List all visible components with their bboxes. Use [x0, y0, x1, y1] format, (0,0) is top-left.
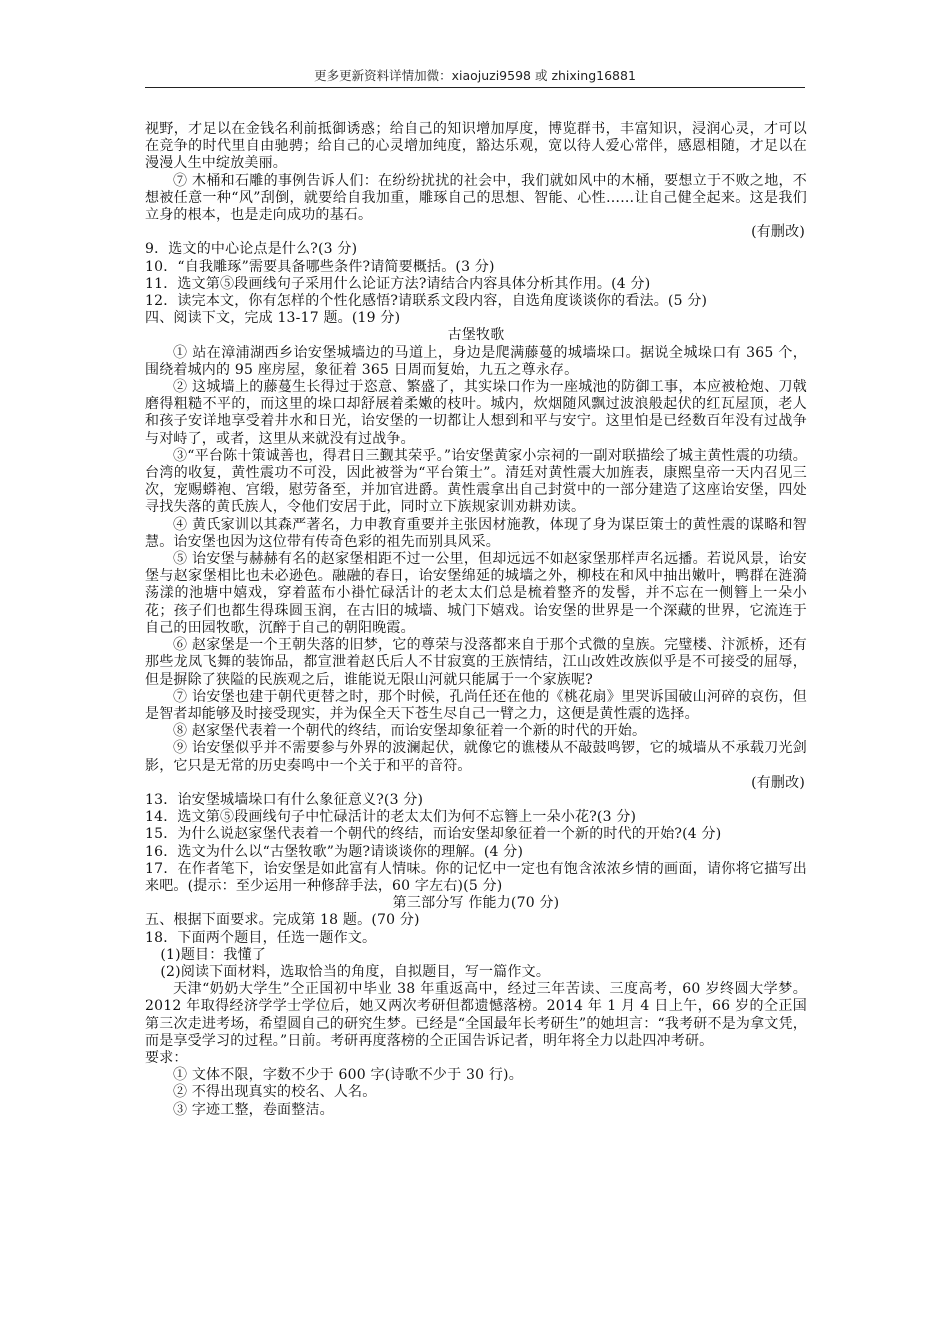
essay-option-1: (1)题目：我懂了	[160, 946, 267, 963]
page-header: 更多更新资料详情加微：xiaojuzi9598 或 zhixing16881	[314, 68, 636, 83]
requirements-label: 要求：	[145, 1049, 188, 1066]
section-4-heading: 四、阅读下文，完成 13-17 题。(19 分)	[145, 310, 401, 327]
question-11: 11．选文第⑤段画线句子采用什么论证方法?请结合内容具体分析其作用。(4 分)	[145, 275, 651, 292]
question-16: 16．选文为什么以“古堡牧歌”为题?请谈谈你的理解。(4 分)	[145, 843, 524, 860]
edited-note: (有删改)	[751, 224, 805, 241]
paragraph-7: ⑦ 木桶和石雕的事例告诉人们：在纷纷扰扰的社会中，我们就如风中的木桶，要想立于不败之地，不想被任意一种“风”刮倒，就要给自我加重，雕琢自己的思想、智能、心性……让自己健全起来。这是我们立身的根本，也是走向成功的基石。	[145, 172, 807, 224]
article-paragraph: ⑨ 诒安堡似乎并不需要参与外界的波澜起伏，就像它的谯楼从不敲鼓鸣锣，它的城墙从不承载刀光剑影，它只是无常的历史奏鸣中一个关于和平的音符。	[145, 740, 807, 774]
part-3-heading: 第三部分写 作能力(70 分)	[392, 895, 560, 912]
section-5-heading: 五、根据下面要求。完成第 18 题。(70 分)	[145, 912, 420, 929]
paragraph-continued: 视野，才足以在金钱名利前抵御诱惑；给自己的知识增加厚度，博览群书，丰富知识，浸润心灵，才可以在竞争的时代里自由驰骋；给自己的心灵增加纯度，豁达乐观，宽以待人爱心常伴，感恩相随，才足以在漫漫人生中绽放美丽。	[145, 121, 807, 172]
article-paragraph: ③“平台陈十策诚善也，得君日三觐其荣乎。”诒安堡黄家小宗祠的一副对联描绘了城主黄性震的功绩。台湾的收复，黄性震功不可没，因此被誉为“平台策士”。清廷对黄性震大加旌表，康熙皇帝一天内召见三次，宠赐蟒袍、宫缎，慰劳备至，并加官进爵。黄性震拿出自己封赏中的一部分建造了这座诒安堡，四处寻找失落的黄氏族人，令他们安居于此，同时立下族规家训劝耕劝读。	[145, 447, 807, 516]
question-12: 12．读完本文，你有怎样的个性化感悟?请联系文段内容，自选角度谈谈你的看法。(5 分)	[145, 293, 708, 310]
requirement-item: ③ 字迹工整，卷面整洁。	[173, 1101, 334, 1118]
document-body	[145, 121, 807, 1119]
question-17: 17．在作者笔下，诒安堡是如此富有人情味。你的记忆中一定也有饱含浓浓乡情的画面，请你将它描写出来吧。(提示：至少运用一种修辞手法，60 字左右)(5 分)	[145, 860, 807, 894]
article-paragraph: ② 这城墙上的藤蔓生长得过于恣意、繁盛了，其实垛口作为一座城池的防御工事，本应被枪炮、刀戟磨得粗糙不平的，而这里的垛口却舒展着柔嫩的枝叶。城内，炊烟随风飘过波浪般起伏的红瓦屋顶，老人和孩子安详地享受着井水和日光，诒安堡的一切都让人想到和平与安宁。这里怕是已经数百年没有过战争与对峙了，或者，这里从来就没有过战争。	[145, 379, 807, 447]
question-10: 10．“自我雕琢”需要具备哪些条件?请简要概括。(3 分)	[145, 258, 495, 275]
question-15: 15．为什么说赵家堡代表着一个朝代的终结，而诒安堡却象征着一个新的时代的开始?(4 分)	[145, 826, 722, 843]
article-paragraph: ⑥ 赵家堡是一个王朝失落的旧梦，它的尊荣与没落都来自于那个式微的皇族。完璧楼、汴派桥，还有那些龙凤飞舞的装饰品，都宣泄着赵氏后人不甘寂寞的王族情结，江山改姓改族似乎是不可接受的屈辱，但是摒除了狭隘的民族观之后，谁能说无限山河就只能属于一个家族呢?	[145, 637, 807, 688]
article-title: 古堡牧歌	[447, 327, 505, 344]
article-paragraph: ④ 黄氏家训以其森严著名，力申教育重要并主张因材施教，体现了身为谋臣策士的黄性震的谋略和智慧。诒安堡也因为这位带有传奇色彩的祖先而别具风采。	[145, 516, 807, 550]
essay-option-2: (2)阅读下面材料，选取恰当的角度，自拟题目，写一篇作文。	[160, 963, 551, 980]
requirement-item: ① 文体不限，字数不少于 600 字(诗歌不少于 30 行)。	[173, 1067, 523, 1084]
essay-material: 天津“奶奶大学生”仝正国初中毕业 38 年重返高中，经过三年苦读、三度高考，60 岁终圆大学梦。2012 年取得经济学学士学位后，她又两次考研但都遗憾落榜。2014 年 1 月 4 日上午，66 岁的仝正国第三次走进考场，希望圆自己的研究生梦。已经是“全国最年长考研生”的她坦言：“我考研不是为拿文凭，而是享受学习的过程。”日前。考研再度落榜的仝正国告诉记者，明年将全力以赴四冲考研。	[145, 981, 807, 1049]
question-18: 18．下面两个题目，任选一题作文。	[145, 929, 377, 946]
article-paragraph: ⑦ 诒安堡也建于朝代更替之时，那个时候，孔尚任还在他的《桃花扇》里哭诉国破山河碎的哀伤，但是智者却能够及时接受现实，并为保全天下苍生尽自己一臂之力，这便是黄性震的选择。	[145, 688, 807, 722]
edited-note: (有删改)	[751, 774, 805, 791]
question-14: 14．选文第⑤段画线句子中忙碌活计的老太太们为何不忘簪上一朵小花?(3 分)	[145, 809, 637, 826]
requirement-item: ② 不得出现真实的校名、人名。	[173, 1084, 377, 1101]
header-rule	[145, 87, 805, 88]
article-paragraph: ① 站在漳浦湖西乡诒安堡城墙边的马道上，身边是爬满藤蔓的城墙垛口。据说全城垛口有 365 个，围绕着城内的 95 座房屋，象征着 365 日周而复始，九五之尊永存。	[145, 344, 807, 378]
question-9: 9．选文的中心论点是什么?(3 分)	[145, 241, 358, 258]
article-paragraph: ⑤ 诒安堡与赫赫有名的赵家堡相距不过一公里，但却远远不如赵家堡那样声名远播。若说风景，诒安堡与赵家堡相比也未必逊色。融融的春日，诒安堡绵延的城墙之外，柳枝在和风中抽出嫩叶，鸭群在涟漪荡漾的池塘中嬉戏，穿着蓝布小褂忙碌活计的老太太们总是梳着整齐的发髻，并不忘在一侧簪上一朵小花；孩子们也都生得珠圆玉润，在古旧的城墙、城门下嬉戏。诒安堡的世界是一个深藏的世界，它流连于自己的田园牧歌，沉醉于自己的朝阳晚霞。	[145, 551, 807, 636]
question-13: 13．诒安堡城墙垛口有什么象征意义?(3 分)	[145, 791, 424, 808]
article-paragraph: ⑧ 赵家堡代表着一个朝代的终结，而诒安堡却象征着一个新的时代的开始。	[173, 723, 647, 740]
